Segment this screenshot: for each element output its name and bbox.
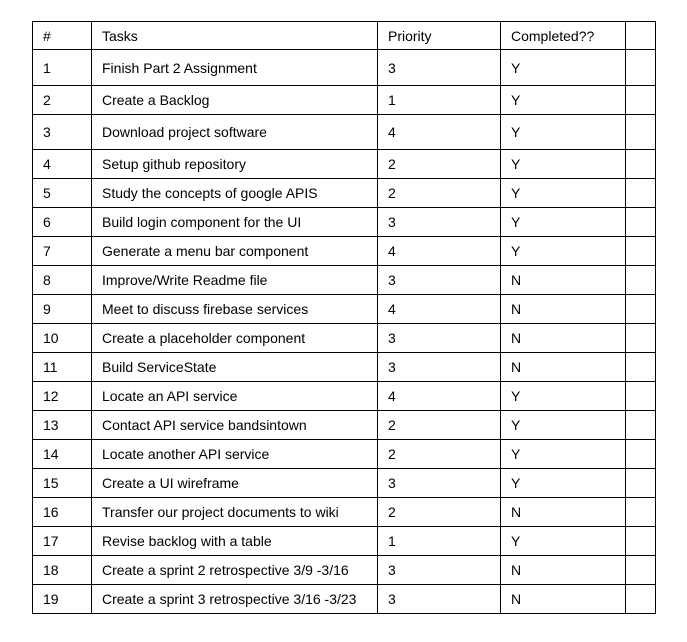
- priority-cell: 3: [378, 324, 501, 353]
- task-cell: Create a Backlog: [92, 86, 378, 115]
- completed-cell: Y: [501, 440, 626, 469]
- task-cell: Transfer our project documents to wiki: [92, 498, 378, 527]
- completed-cell: N: [501, 585, 626, 614]
- priority-cell: 4: [378, 237, 501, 266]
- priority-cell: 4: [378, 295, 501, 324]
- empty-cell: [626, 115, 656, 150]
- task-cell: Create a sprint 3 retrospective 3/16 -3/23: [92, 585, 378, 614]
- empty-cell: [626, 440, 656, 469]
- priority-cell: 3: [378, 585, 501, 614]
- row-number-cell: 19: [33, 585, 92, 614]
- row-number-cell: 16: [33, 498, 92, 527]
- table-row: [33, 86, 656, 115]
- completed-cell: N: [501, 556, 626, 585]
- completed-cell: Y: [501, 411, 626, 440]
- task-cell: Build login component for the UI: [92, 208, 378, 237]
- task-cell: Setup github repository: [92, 150, 378, 179]
- task-backlog-table: [32, 21, 656, 614]
- row-number-cell: 8: [33, 266, 92, 295]
- empty-cell: [626, 324, 656, 353]
- completed-cell: Y: [501, 469, 626, 498]
- empty-cell: [626, 353, 656, 382]
- completed-cell: N: [501, 353, 626, 382]
- priority-cell: 3: [378, 469, 501, 498]
- row-number-cell: 11: [33, 353, 92, 382]
- priority-cell: 3: [378, 353, 501, 382]
- task-cell: Improve/Write Readme file: [92, 266, 378, 295]
- empty-cell: [626, 498, 656, 527]
- task-cell: Download project software: [92, 115, 378, 150]
- row-number-cell: 13: [33, 411, 92, 440]
- task-cell: Build ServiceState: [92, 353, 378, 382]
- task-cell: Create a placeholder component: [92, 324, 378, 353]
- empty-cell: [626, 150, 656, 179]
- row-number-cell: 7: [33, 237, 92, 266]
- table-row: [33, 440, 656, 469]
- row-number-cell: 2: [33, 86, 92, 115]
- priority-cell: 4: [378, 115, 501, 150]
- priority-cell: 1: [378, 86, 501, 115]
- header-priority: Priority: [378, 22, 501, 50]
- row-number-cell: 18: [33, 556, 92, 585]
- priority-cell: 2: [378, 411, 501, 440]
- completed-cell: Y: [501, 86, 626, 115]
- table-row: [33, 208, 656, 237]
- priority-cell: 1: [378, 527, 501, 556]
- row-number-cell: 4: [33, 150, 92, 179]
- row-number-cell: 9: [33, 295, 92, 324]
- completed-cell: Y: [501, 50, 626, 86]
- empty-cell: [626, 411, 656, 440]
- empty-cell: [626, 237, 656, 266]
- priority-cell: 2: [378, 179, 501, 208]
- task-cell: Locate another API service: [92, 440, 378, 469]
- priority-cell: 2: [378, 498, 501, 527]
- row-number-cell: 17: [33, 527, 92, 556]
- completed-cell: Y: [501, 208, 626, 237]
- row-number-cell: 15: [33, 469, 92, 498]
- completed-cell: N: [501, 498, 626, 527]
- header-completed: Completed??: [501, 22, 626, 50]
- header-number: #: [33, 22, 92, 50]
- table-row: [33, 50, 656, 86]
- task-cell: Create a sprint 2 retrospective 3/9 -3/16: [92, 556, 378, 585]
- priority-cell: 3: [378, 556, 501, 585]
- empty-cell: [626, 382, 656, 411]
- priority-cell: 3: [378, 208, 501, 237]
- completed-cell: N: [501, 324, 626, 353]
- table-row: [33, 527, 656, 556]
- priority-cell: 3: [378, 266, 501, 295]
- row-number-cell: 14: [33, 440, 92, 469]
- table-row: [33, 585, 656, 614]
- empty-cell: [626, 556, 656, 585]
- row-number-cell: 3: [33, 115, 92, 150]
- table-row: [33, 237, 656, 266]
- priority-cell: 3: [378, 50, 501, 86]
- completed-cell: Y: [501, 150, 626, 179]
- table-row: [33, 179, 656, 208]
- table-row: [33, 353, 656, 382]
- completed-cell: N: [501, 266, 626, 295]
- table-row: [33, 115, 656, 150]
- table-row: [33, 324, 656, 353]
- empty-cell: [626, 585, 656, 614]
- empty-cell: [626, 469, 656, 498]
- priority-cell: 4: [378, 382, 501, 411]
- completed-cell: Y: [501, 527, 626, 556]
- table-row: [33, 498, 656, 527]
- task-cell: Finish Part 2 Assignment: [92, 50, 378, 86]
- task-cell: Create a UI wireframe: [92, 469, 378, 498]
- priority-cell: 2: [378, 150, 501, 179]
- empty-cell: [626, 208, 656, 237]
- completed-cell: Y: [501, 179, 626, 208]
- empty-cell: [626, 86, 656, 115]
- task-cell: Study the concepts of google APIS: [92, 179, 378, 208]
- completed-cell: Y: [501, 115, 626, 150]
- task-cell: Locate an API service: [92, 382, 378, 411]
- row-number-cell: 6: [33, 208, 92, 237]
- table-row: [33, 469, 656, 498]
- priority-cell: 2: [378, 440, 501, 469]
- empty-cell: [626, 266, 656, 295]
- row-number-cell: 1: [33, 50, 92, 86]
- row-number-cell: 10: [33, 324, 92, 353]
- table-row: [33, 382, 656, 411]
- table-row: [33, 266, 656, 295]
- header-blank: [626, 22, 656, 50]
- empty-cell: [626, 50, 656, 86]
- task-cell: Meet to discuss firebase services: [92, 295, 378, 324]
- completed-cell: Y: [501, 237, 626, 266]
- empty-cell: [626, 527, 656, 556]
- table-row: [33, 556, 656, 585]
- row-number-cell: 12: [33, 382, 92, 411]
- table-row: [33, 411, 656, 440]
- header-tasks: Tasks: [92, 22, 378, 50]
- table-row: [33, 295, 656, 324]
- completed-cell: Y: [501, 382, 626, 411]
- task-cell: Revise backlog with a table: [92, 527, 378, 556]
- task-cell: Contact API service bandsintown: [92, 411, 378, 440]
- empty-cell: [626, 295, 656, 324]
- row-number-cell: 5: [33, 179, 92, 208]
- completed-cell: N: [501, 295, 626, 324]
- task-cell: Generate a menu bar component: [92, 237, 378, 266]
- table-row: [33, 150, 656, 179]
- empty-cell: [626, 179, 656, 208]
- header-row: [33, 22, 656, 50]
